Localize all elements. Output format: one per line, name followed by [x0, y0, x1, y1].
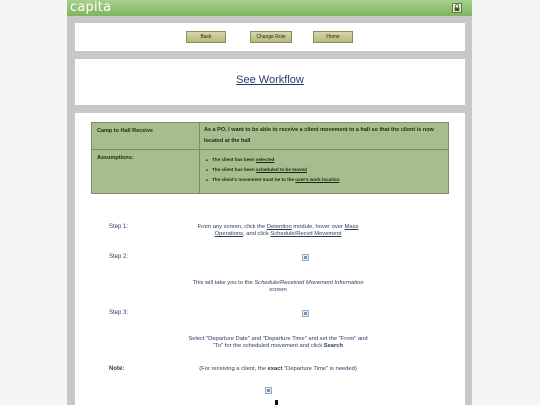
step-3-label: Step 3:: [109, 310, 129, 316]
step-text-part: This will take you to the: [192, 280, 255, 286]
assumptions-list: [206, 155, 442, 185]
note-text-bold: exact: [267, 366, 283, 372]
top-bar: [67, 0, 472, 16]
step-2-text: [183, 280, 373, 294]
note-text: [183, 366, 373, 373]
capita-logo: capita: [70, 0, 112, 15]
change-role-button[interactable]: Change Role: [250, 31, 292, 43]
step-2-image-icon: [302, 254, 309, 261]
step-text-part: , and click: [243, 231, 271, 237]
mass-operations-link[interactable]: Mass Operations: [214, 224, 359, 237]
step-text-italic: Schedule/Received Movement Information: [254, 280, 364, 286]
step-text-part: Select "Departure Date" and "Departure Time" and set the "From" and "To" for the scheduled movement and click: [188, 336, 368, 349]
work-location-link[interactable]: user's work location: [295, 177, 340, 182]
content-panel: [75, 113, 465, 405]
step-text-part: screen: [269, 287, 287, 293]
step-text-part: From any screen, click the: [197, 224, 267, 230]
back-button[interactable]: Back: [186, 31, 226, 43]
content-frame: [67, 16, 472, 405]
note-image-icon: [265, 387, 272, 394]
step-text-part: module, hover over: [291, 224, 345, 230]
assumptions-cell: [200, 150, 449, 194]
step-1-label: Step 1:: [109, 224, 129, 230]
step-3-text: [183, 336, 373, 350]
scheduled-link[interactable]: scheduled to be moved: [255, 167, 307, 172]
step-1-text: [183, 224, 373, 238]
step-3-image-icon: [302, 310, 309, 317]
step-text-bold: Search: [323, 343, 344, 349]
schedule-recvd-movement-link[interactable]: Schedule/Recvd Movement: [270, 231, 342, 237]
assumption-text: The client has been: [212, 167, 256, 172]
use-case-title: Camp to Hall Receive: [92, 123, 200, 150]
use-case-description: As a PO, I want to be able to receive a client movement to a hall so that the client is now located at the hall: [200, 123, 449, 150]
step-2-label: Step 2:: [109, 254, 129, 260]
nav-panel: [75, 23, 465, 51]
assumption-item: [206, 155, 442, 165]
use-case-table: [91, 122, 449, 194]
lock-icon[interactable]: [452, 3, 462, 13]
cursor-mark: [275, 400, 278, 405]
detention-link[interactable]: Detention: [266, 224, 292, 230]
assumptions-label: Assumptions:: [92, 150, 200, 194]
assumption-text: The client's movement must be to the: [212, 177, 296, 182]
note-text-part: (For receiving a client, the: [199, 366, 268, 372]
note-text-part: "Departure Time" is needed): [282, 366, 357, 372]
assumption-text: The client has been: [212, 157, 256, 162]
assumption-item: [206, 175, 442, 185]
see-workflow-link[interactable]: See Workflow: [236, 74, 304, 86]
title-panel: [75, 59, 465, 105]
selected-link[interactable]: selected: [255, 157, 275, 162]
note-label: Note:: [109, 366, 125, 372]
home-button[interactable]: Home: [313, 31, 353, 43]
assumption-item: [206, 165, 442, 175]
